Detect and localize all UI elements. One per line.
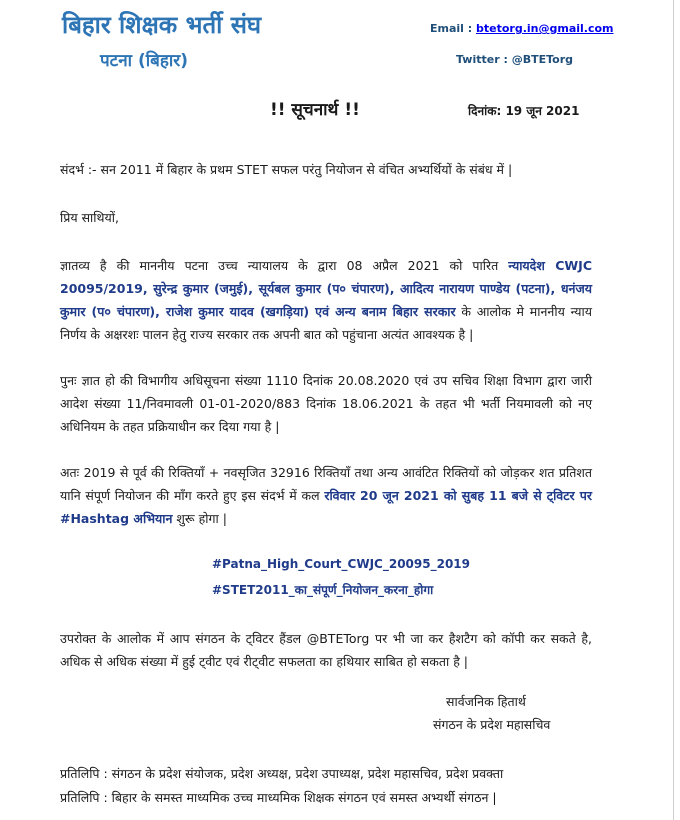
hashtag-1: #Patna_High_Court_CWJC_20095_2019 <box>212 557 470 571</box>
highlighted-case-reference: न्यायदेश CWJC 20095/2019, सुरेन्द्र कुमार (जमुई), सूर्यबल कुमार (प० चंपारण), आदित्य नारायण पाण्डेय (पटना), धनंजय कुमार (प० चंपारण), राजेश कुमार यादव (खगड़िया) एवं अन्य बनाम बिहार सरकार <box>60 258 593 319</box>
hashtag-2: #STET2011_का_संपूर्ण_नियोजन_करना_होगा <box>212 583 434 597</box>
email-contact <box>430 22 614 35</box>
paragraph-text: अतः 2019 से पूर्व की रिक्तियाँ + नवसृजित 32916 रिक्तियाँ तथा अन्य आवंटित रिक्तियों को जोड़कर शत प्रतिशत यानि संपूर्ण नियोजन की माँग करते हुए इस संदर्भ में कल <box>60 465 592 503</box>
paragraph-court-order <box>60 254 592 346</box>
paragraph-text: के आलोक मे माननीय न्याय निर्णय के अक्षरशः पालन हेतु राज्य सरकार तक अपनी बात को पहुंचाना अत्यंत आवश्यक है | <box>60 304 593 342</box>
notice-date: दिनांक: 19 जून 2021 <box>468 104 580 118</box>
email-label: Email : <box>430 22 473 35</box>
twitter-contact: Twitter : @BTETorg <box>456 53 573 66</box>
notice-heading: !! सूचनार्थ !! <box>270 100 360 120</box>
email-link[interactable]: btetorg.in@gmail.com <box>476 22 614 35</box>
highlighted-campaign-time: रविवार 20 जून 2021 को सुबह 11 बजे से ट्विटर पर #Hashtag अभियान <box>60 488 593 526</box>
copy-to-line-1: प्रतिलिपि : संगठन के प्रदेश संयोजक, प्रदेश अध्यक्ष, प्रदेश उपाध्यक्ष, प्रदेश महासचिव, प्रदेश प्रवक्ता <box>60 766 504 781</box>
subject-line: संदर्भ :- सन 2011 में बिहार के प्रथम STET सफल परंतु नियोजन से वंचित अभ्यर्थियों के संबंध में | <box>60 162 513 177</box>
paragraph-text: ज्ञातव्य है की माननीय पटना उच्च न्यायालय के द्वारा 08 अप्रैल 2021 को पारित <box>60 258 509 273</box>
page-edge-divider <box>673 0 674 820</box>
organization-city: पटना (बिहार) <box>100 51 189 71</box>
paragraph-notification: पुनः ज्ञात हो की विभागीय अधिसूचना संख्या 1110 दिनांक 20.08.2020 एवं उप सचिव शिक्षा विभाग द्वारा जारी आदेश संख्या 11/निवमावली 01-01-2020/883 दिनांक 18.06.2021 के तहत भी भर्ती नियमावली को नए अधिनियम के तहत प्रक्रियाधीन कर दिया गया है | <box>60 373 592 434</box>
greeting: प्रिय साथियों, <box>60 210 119 225</box>
copy-to-line-2: प्रतिलिपि : बिहार के समस्त माध्यमिक उच्च माध्यमिक शिक्षक संगठन एवं समस्त अभ्यर्थी संगठन | <box>60 790 497 805</box>
organization-name: बिहार शिक्षक भर्ती संघ <box>62 11 262 39</box>
paragraph-text: शुरू होगा | <box>172 511 227 526</box>
paragraph-twitter-handle: उपरोक्त के आलोक में आप संगठन के ट्विटर हैंडल @BTETorg पर भी जा कर हैशटैग को कॉपी कर सकते है, अधिक से अधिक संख्या में हुई ट्वीट एवं रीट्वीट सफलता का हथियार साबित हो सकता है | <box>60 631 592 669</box>
signature-line-1: सार्वजनिक हितार्थ <box>446 694 526 709</box>
signature-line-2: संगठन के प्रदेश महासचिव <box>433 717 551 732</box>
paragraph-campaign <box>60 461 592 530</box>
